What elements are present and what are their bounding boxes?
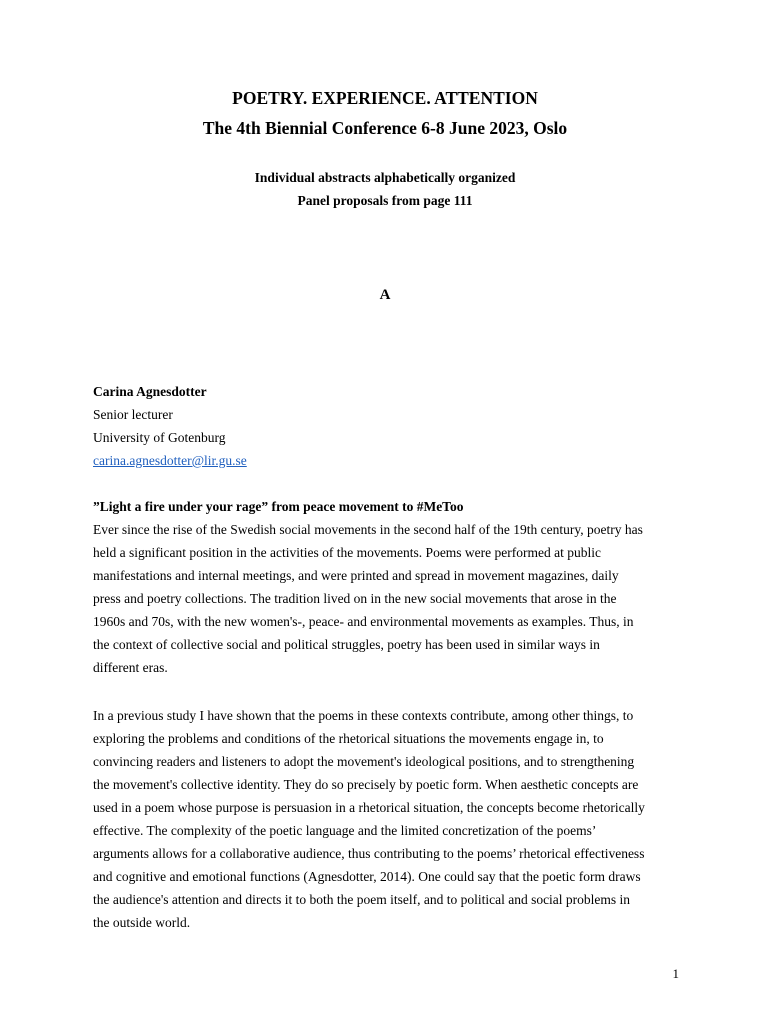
- abstract-paragraph-2: [93, 704, 683, 934]
- paragraph-line: arguments allows for a collaborative audience, thus contributing to the poems’ rhetorical effectiveness: [93, 846, 645, 861]
- paragraph-line: In a previous study I have shown that the poems in these contexts contribute, among other things, to: [93, 708, 634, 723]
- paragraph-line: the movement's collective identity. They do so precisely by poetic form. When aesthetic concepts are: [93, 777, 639, 792]
- panel-note: Panel proposals from page 111: [297, 193, 473, 208]
- paragraph-line: exploring the problems and conditions of the rhetorical situations the movements engage in, to: [93, 731, 604, 746]
- paragraph-line: used in a poem whose purpose is persuasion in a rhetorical situation, the concepts become rhetorically: [93, 800, 645, 815]
- abstract-paragraph-1: [93, 518, 683, 679]
- author-role: Senior lecturer: [93, 407, 173, 422]
- author-affiliation: University of Gotenburg: [93, 430, 226, 445]
- conference-subtitle: The 4th Biennial Conference 6-8 June 2023, Oslo: [202, 118, 568, 138]
- paragraph-line: the context of collective social and political struggles, poetry has been used in similar ways in: [93, 637, 600, 652]
- page-number: 1: [672, 966, 679, 981]
- paragraph-line: convincing readers and listeners to adopt the movement's ideological positions, and to strengthening: [93, 754, 635, 769]
- organization-note: Individual abstracts alphabetically organized: [254, 170, 516, 185]
- author-email-link[interactable]: carina.agnesdotter@lir.gu.se: [93, 453, 247, 468]
- paragraph-line: held a significant position in the activities of the movements. Poems were performed at public: [93, 545, 601, 560]
- paragraph-line: the audience's attention and directs it to both the poem itself, and to political and social problems in: [93, 892, 631, 907]
- paragraph-line: the outside world.: [93, 915, 191, 930]
- document-title: POETRY. EXPERIENCE. ATTENTION: [232, 88, 538, 108]
- section-heading-letter: A: [379, 287, 391, 303]
- abstract-title: ”Light a fire under your rage” from peace movement to #MeToo: [93, 499, 464, 514]
- paragraph-line: press and poetry collections. The tradition lived on in the new social movements that arose in the: [93, 591, 617, 606]
- paragraph-line: manifestations and internal meetings, and were printed and spread in movement magazines, daily: [93, 568, 619, 583]
- paragraph-line: Ever since the rise of the Swedish social movements in the second half of the 19th century, poetry has: [93, 522, 643, 537]
- paragraph-line: effective. The complexity of the poetic language and the limited concretization of the poems’: [93, 823, 597, 838]
- paragraph-line: 1960s and 70s, with the new women's-, peace- and environmental movements as examples. Thus, in: [93, 614, 634, 629]
- paragraph-line: and cognitive and emotional functions (Agnesdotter, 2014). One could say that the poetic form draws: [93, 869, 641, 884]
- author-name: Carina Agnesdotter: [93, 384, 207, 399]
- paragraph-line: different eras.: [93, 660, 168, 675]
